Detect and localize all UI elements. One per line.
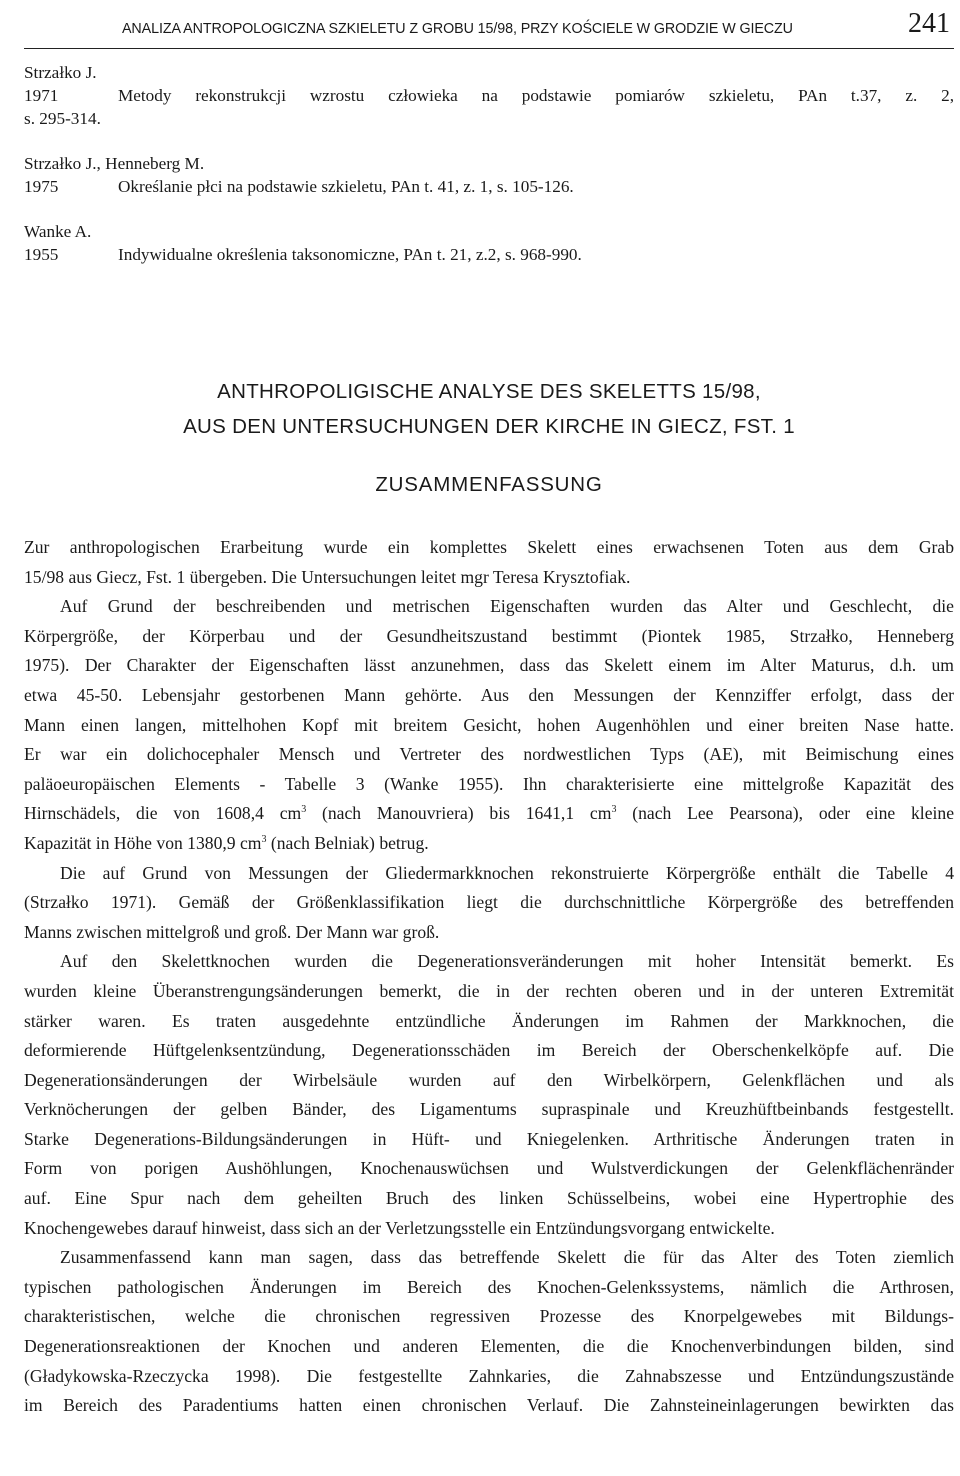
text-line: Degenerationsreaktionen der Knochen und anderen Elementen, die die Knochenverbindungen bilden, sind [24,1336,954,1357]
page-header [24,4,954,49]
text-fragment: Hirnschädels, die von 1608,4 cm [24,803,302,824]
text-line: wurden kleine Überanstrengungsänderungen bemerkt, die in der rechten oberen und in der unteren Extremität [24,980,954,1001]
text-line: Auf Grund der beschreibenden und metrischen Eigenschaften wurden das Alter und Geschlecht, die [60,596,954,617]
text-line: typischen pathologischen Änderungen im Bereich des Knochen-Gelenkssystems, nämlich die Arthrosen, [24,1276,954,1297]
text-line: Manns zwischen mittelgroß und groß. Der Mann war groß. [24,921,440,942]
text-line: Starke Degenerations-Bildungsänderungen in Hüft- und Kniegelenken. Arthritische Änderungen traten in [24,1128,954,1149]
reference-title: Metody rekonstrukcji wzrostu człowieka na podstawie pomiarów szkieletu, PAn t.37, z. 2, [118,86,954,105]
text-line: Er war ein dolichocephaler Mensch und Vertreter des nordwestlichen Typs (AE), mit Beimischung eines [24,744,954,765]
references-list [24,61,954,288]
reference-author: Strzałko J., Henneberg M. [24,154,205,173]
text-line: Form von porigen Aushöhlungen, Knochenauswüchsen und Wulstverdickungen der Gelenkflächenränder [24,1158,954,1179]
text-line: Verknöcherungen der gelben Bänder, des Ligamentums supraspinale und Kreuzhüftbeinbands festgestellt. [24,1099,954,1120]
text-fragment: (nach Lee Pearsona), oder eine kleine [616,803,954,824]
reference-year: 1955 [24,245,59,264]
reference-item [24,152,954,198]
text-line: Zur anthropologischen Erarbeitung wurde ein komplettes Skelett eines erwachsenen Toten aus dem Grab [24,537,954,557]
reference-author: Wanke A. [24,222,92,241]
article-title-line-2: AUS DEN UNTERSUCHUNGEN DER KIRCHE IN GIECZ, FST. 1 [183,415,795,438]
reference-title: Indywidualne określenia taksonomiczne, PAn t. 21, z.2, s. 968-990. [118,245,582,264]
text-line: (Strzałko 1971). Gemäß der Größenklassifikation liegt die durchschnittliche Körpergröße des betreffenden [24,892,954,913]
text-line: 15/98 aus Giecz, Fst. 1 übergeben. Die Untersuchungen leitet mgr Teresa Krysztofiak. [24,566,631,587]
superscript: 3 [261,833,267,845]
reference-title-continued: s. 295-314. [24,109,101,128]
text-line: deformierende Hüftgelenksentzündung, Degenerationsschäden im Bereich der Oberschenkelköpfe auf. Die [24,1040,954,1061]
text-line [24,829,954,859]
article-title-line-1: ANTHROPOLIGISCHE ANALYSE DES SKELETTS 15/98, [217,380,761,403]
reference-year: 1975 [24,177,59,196]
text-line: Körpergröße, der Körperbau und der Gesundheitszustand bestimmt (Piontek 1985, Strzałko, Henneberg [24,625,954,646]
text-line: paläoeuropäischen Elements - Tabelle 3 (Wanke 1955). Ihn charakterisierte eine mittelgroße Kapazität des [24,773,954,794]
summary-body [24,533,954,1421]
text-line: Die auf Grund von Messungen der Gliedermarkknochen rekonstruierte Körpergröße enthält die Tabelle 4 [60,862,954,883]
text-line: (Gładykowska-Rzeczycka 1998). Die festgestellte Zahnkaries, die Zahnabszesse und Entzündungszustände [24,1365,954,1386]
text-line: Zusammenfassend kann man sagen, dass das betreffende Skelett die für das Alter des Toten ziemlich [60,1247,954,1268]
superscript: 3 [301,804,307,816]
text-fragment: (nach Belniak) betrug. [266,832,429,853]
text-line: Auf den Skelettknochen wurden die Degenerationsveränderungen mit hoher Intensität bemerkt. Es [60,951,954,972]
reference-author: Strzałko J. [24,63,97,82]
text-fragment: Kapazität in Höhe von 1380,9 cm [24,832,262,853]
text-line: Knochengewebes darauf hinweist, dass sich an der Verletzungsstelle ein Entzündungsvorgang entwickelte. [24,1217,775,1238]
section-heading: ZUSAMMENFASSUNG [375,473,603,496]
page-number: 241 [908,8,950,39]
reference-title: Określanie płci na podstawie szkieletu, PAn t. 41, z. 1, s. 105-126. [118,177,574,196]
reference-year: 1971 [24,86,59,105]
text-line: auf. Eine Spur nach dem geheilten Bruch des linken Schüsselbeins, wobei eine Hypertrophie des [24,1188,954,1209]
text-line: stärker waren. Es traten ausgedehnte entzündliche Änderungen im Rahmen der Markknochen, die [24,1010,954,1031]
text-line: charakteristischen, welche die chronischen regressiven Prozesse des Knorpelgewebes mit Bildungs- [24,1306,954,1327]
text-line [24,799,954,829]
text-line: 1975). Der Charakter der Eigenschaften lässt anzunehmen, dass das Skelett einem im Alter Maturus, d.h. um [24,655,954,676]
text-line: Degenerationsänderungen der Wirbelsäule wurden auf den Wirbelkörpern, Gelenkflächen und als [24,1069,954,1090]
reference-item [24,220,954,266]
text-fragment: (nach Manouvriera) bis 1641,1 cm [306,803,612,824]
text-line: im Bereich des Paradentiums hatten einen chronischen Verlauf. Die Zahnsteineinlagerungen bewirkten das [24,1395,954,1416]
superscript: 3 [611,804,617,816]
text-line: etwa 45-50. Lebensjahr gestorbenen Mann gehörte. Aus den Messungen der Kennziffer erfolgt, dass der [24,684,954,705]
text-line: Mann einen langen, mittelhohen Kopf mit breitem Gesicht, hohen Augenhöhlen und einer breiten Nase hatte. [24,714,954,735]
reference-item [24,61,954,130]
running-title: ANALIZA ANTROPOLOGICZNA SZKIELETU Z GROBU 15/98, PRZY KOŚCIELE W GRODZIE W GIECZU [122,21,793,37]
